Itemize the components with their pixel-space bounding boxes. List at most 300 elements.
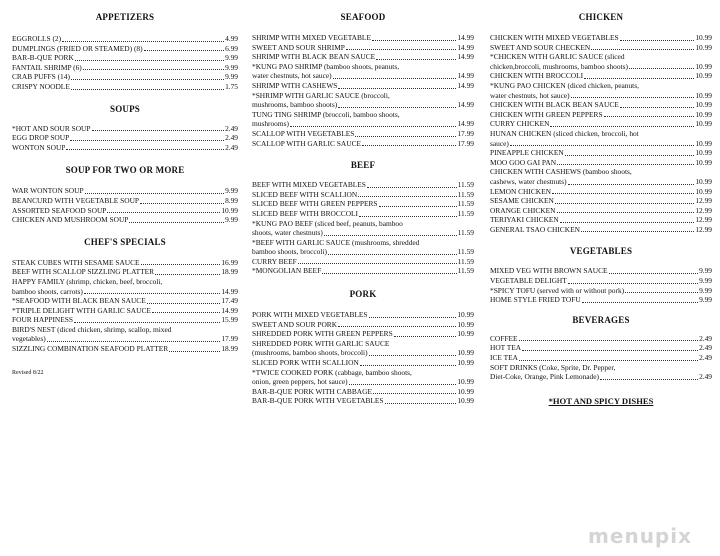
menu-column-middle (252, 12, 474, 406)
menu-item-name: *SPICY TOFU (served with or without pork) (490, 285, 625, 295)
menu-item-name: *SEAFOOD WITH BLACK BEAN SAUCE (12, 296, 146, 306)
menu-item-price: 12.99 (695, 215, 712, 225)
menu-item-name: WAR WONTON SOUP (12, 186, 84, 196)
menu-item-name: SLICED BEEF WITH BROCCOLI (252, 208, 359, 218)
vegetables-list (490, 266, 712, 304)
beverages-list (490, 334, 712, 382)
menu-item-price: 2.49 (699, 372, 712, 382)
vegetables-title: VEGETABLES (569, 246, 633, 257)
menu-item-name: BAR-B-QUE PORK WITH CABBAGE (252, 386, 372, 396)
menu-item-price: 14.99 (457, 52, 474, 62)
menu-item-price: 10.99 (695, 42, 712, 52)
menu-item (12, 133, 238, 143)
menu-item (490, 363, 712, 382)
menu-item-price: 12.99 (695, 205, 712, 215)
menu-item-price: 14.99 (457, 80, 474, 90)
menu-item-name: CURRY CHICKEN (490, 119, 550, 129)
menu-item (252, 358, 474, 368)
menu-item (252, 310, 474, 320)
menu-item-name: MIXED VEG WITH BROWN SAUCE (490, 266, 608, 276)
menu-item-price: 9.99 (225, 72, 238, 82)
dot-leader (71, 89, 224, 90)
menu-item-name: SWEET AND SOUR SHRIMP (252, 42, 345, 52)
soups-section (12, 104, 238, 153)
dot-leader (609, 273, 699, 274)
menu-item-name: SHRIMP WITH BLACK BEAN SAUCE (252, 52, 376, 62)
menu-item-price: 2.49 (225, 142, 238, 152)
dot-leader (85, 193, 224, 194)
dot-leader (394, 336, 457, 337)
menu-item-name-line: *KUNG PAO BEEF (sliced beef, peanuts, bamboo (252, 218, 403, 228)
dot-leader (591, 49, 694, 50)
menu-item-price: 18.99 (221, 267, 238, 277)
menu-item-price: 2.49 (699, 333, 712, 343)
menu-item (490, 43, 712, 53)
menu-item-name-line: HAPPY FAMILY (shrimp, chicken, beef, broccoli, (12, 276, 163, 286)
menu-item-price: 2.49 (225, 123, 238, 133)
menu-item (252, 320, 474, 330)
menu-item-name-line: water chestnuts, hot sauce) (490, 90, 570, 100)
dot-leader (372, 40, 456, 41)
menu-item-price: 9.99 (225, 215, 238, 225)
menu-item-name: TERIYAKI CHICKEN (490, 215, 559, 225)
dot-leader (600, 379, 698, 380)
beef-list (252, 180, 474, 276)
menu-item-price: 11.59 (457, 228, 474, 238)
menu-item (12, 53, 238, 63)
menu-item (252, 180, 474, 190)
menu-item-name-line: CHICKEN WITH CASHEWS (bamboo shoots, (490, 167, 632, 177)
menu-item-name: SWEET AND SOUR PORK (252, 319, 338, 329)
dot-leader (290, 126, 456, 127)
menu-item-price: 10.99 (695, 71, 712, 81)
dot-leader (369, 317, 457, 318)
menu-item-price: 9.99 (225, 53, 238, 63)
menu-item-name: BEEF WITH MIXED VEGETABLES (252, 180, 366, 190)
dot-leader (620, 107, 695, 108)
dot-leader (324, 235, 457, 236)
dot-leader (373, 393, 456, 394)
menu-item (490, 334, 712, 344)
menu-item-name: CHICKEN WITH MIXED VEGETABLES (490, 33, 619, 42)
dot-leader (552, 193, 694, 194)
dot-leader (338, 326, 456, 327)
menu-item-name: CHICKEN WITH BROCCOLI (490, 71, 584, 81)
seafood-title: SEAFOOD (340, 12, 386, 22)
dot-leader (66, 149, 224, 150)
dot-leader (568, 283, 698, 284)
menu-item (252, 33, 474, 43)
appetizers-list (12, 34, 238, 92)
menu-item-name-line: HUNAN CHICKEN (sliced chicken, broccoli, hot (490, 128, 639, 138)
dot-leader (582, 302, 698, 303)
menu-item (12, 82, 238, 92)
menu-item (252, 329, 474, 339)
menu-column-left (12, 12, 238, 376)
menu-item (252, 266, 474, 276)
dot-leader (107, 212, 220, 213)
dot-leader (71, 79, 224, 80)
menu-item-price: 14.99 (221, 305, 238, 315)
menu-item-price: 10.99 (457, 386, 474, 396)
menu-item-name-line: shoots, water chestnuts) (252, 228, 323, 238)
menu-item-name: GENERAL TSAO CHICKEN (490, 224, 580, 234)
menu-item-name: PINEAPPLE CHICKEN (490, 148, 564, 158)
menu-item-name-line: BIRD'S NEST (diced chicken, shrimp, scallop, mixed (12, 324, 172, 334)
menu-item-name-line: *KUNG PAO SHRIMP (bamboo shoots, peanuts, (252, 61, 400, 71)
menu-item-name: HOME STYLE FRIED TOFU (490, 295, 581, 305)
menu-item-name: BEEF WITH SCALLOP SIZZLING PLATTER (12, 267, 155, 277)
menu-item-price: 10.99 (457, 396, 474, 406)
chicken-section (490, 12, 712, 234)
menu-item-name: SIZZLING COMBINATION SEAFOOD PLATTER (12, 344, 169, 354)
dot-leader (70, 140, 224, 141)
menu-item (490, 196, 712, 206)
menu-item-price: 2.49 (699, 343, 712, 353)
menu-item (252, 190, 474, 200)
dot-leader (62, 41, 224, 42)
menu-item-name-line: Diet-Coke, Orange, Pink Lemonade) (490, 372, 599, 382)
dot-leader (84, 293, 221, 294)
menu-item-name: MOO GOO GAI PAN (490, 157, 557, 167)
menu-item (252, 257, 474, 267)
menu-item-price: 10.99 (695, 148, 712, 158)
menu-item-price: 16.99 (221, 257, 238, 267)
menu-item (252, 396, 474, 406)
dot-leader (522, 350, 698, 351)
menu-item-price: 10.99 (695, 109, 712, 119)
dot-leader (367, 187, 457, 188)
dot-leader (568, 184, 695, 185)
menu-item-name-line: TUNG TING SHRIMP (broccoli, bamboo shoots, (252, 109, 400, 119)
menu-item-name: *MONGOLIAN BEEF (252, 266, 322, 276)
menu-item-name-line: *KUNG PAO CHICKEN (diced chicken, peanuts, (490, 80, 639, 90)
menu-item-name: FOUR HAPPINESS (12, 315, 73, 325)
menu-item-price: 10.99 (457, 329, 474, 339)
menu-item (252, 110, 474, 129)
menu-item-name: BEANCURD WITH VEGETABLE SOUP (12, 195, 140, 205)
menu-item-name-line: chicken,broccoli, mushrooms, bamboo shoots) (490, 61, 628, 71)
dot-leader (74, 322, 220, 323)
chicken-list (490, 33, 712, 234)
menu-item-price: 14.99 (457, 119, 474, 129)
menu-item (252, 238, 474, 257)
menu-item-name-line: bamboo shoots, broccoli) (252, 247, 327, 257)
dot-leader (358, 196, 456, 197)
menu-item-name: EGG DROP SOUP (12, 133, 70, 143)
pork-list (252, 310, 474, 406)
menu-item (12, 72, 238, 82)
menu-item-price: 9.99 (699, 285, 712, 295)
menu-item-price: 10.99 (457, 348, 474, 358)
menu-item-price: 11.59 (457, 256, 474, 266)
dot-leader (355, 136, 456, 137)
menu-item-name-line: vegetables) (12, 334, 46, 344)
dot-leader (376, 59, 456, 60)
menu-item-name: STEAK CUBES WITH SESAME SAUCE (12, 257, 140, 267)
menu-item (12, 296, 238, 306)
menu-item (490, 148, 712, 158)
menu-item-price: 10.99 (695, 90, 712, 100)
menu-item-name: *HOT AND SOUR SOUP (12, 123, 91, 133)
menu-item (12, 325, 238, 344)
dot-leader (560, 222, 695, 223)
dot-leader (369, 355, 457, 356)
dot-leader (379, 206, 457, 207)
dot-leader (550, 126, 694, 127)
menu-item-price: 10.99 (695, 100, 712, 110)
seafood-section (252, 12, 474, 148)
menu-item (12, 124, 238, 134)
menu-item-name-line: *CHICKEN WITH GARLIC SAUCE (sliced (490, 52, 625, 62)
menu-item-name-line: onion, green peppers, hot sauce) (252, 377, 348, 387)
menu-item-price: 10.99 (221, 205, 238, 215)
dot-leader (349, 384, 457, 385)
menu-item (490, 167, 712, 186)
chefs-specials-list (12, 258, 238, 354)
menu-item-name: SHRIMP WITH MIXED VEGETABLE (252, 33, 371, 42)
menu-item (12, 306, 238, 316)
menu-item-price: 9.99 (699, 266, 712, 276)
menu-item-name: CURRY BEEF (252, 256, 297, 266)
menu-item-price: 10.99 (457, 358, 474, 368)
menu-item-name: SESAME CHICKEN (490, 196, 554, 206)
dot-leader (620, 40, 695, 41)
pork-section (252, 289, 474, 406)
menu-item-name: SLICED BEEF WITH SCALLION (252, 189, 358, 199)
appetizers-title: APPETIZERS (95, 12, 155, 22)
menu-item (490, 110, 712, 120)
menu-item-name: BAR-B-QUE PORK WITH VEGETABLES (252, 396, 384, 406)
menu-item-name: SLICED PORK WITH SCALLION (252, 358, 359, 368)
menu-item (12, 258, 238, 268)
menu-item-name: BAR-B-QUE PORK (12, 53, 74, 63)
menu-item-name: COFFEE (490, 333, 518, 343)
menu-item (252, 209, 474, 219)
dot-leader (155, 274, 220, 275)
dot-leader (346, 49, 456, 50)
menu-item (252, 52, 474, 62)
pork-title: PORK (349, 289, 377, 300)
menu-item (252, 339, 474, 358)
menu-item-price: 11.59 (457, 266, 474, 276)
dot-leader (629, 68, 694, 69)
menu-item-name: ORANGE CHICKEN (490, 205, 556, 215)
menu-item-price: 14.99 (221, 286, 238, 296)
menu-item-price: 10.99 (695, 186, 712, 196)
hot-and-spicy-note: *HOT AND SPICY DISHES (548, 395, 654, 406)
menu-item-name: ASSORTED SEAFOOD SOUP (12, 205, 107, 215)
menu-item-price: 11.59 (457, 199, 474, 209)
soups-title: SOUPS (109, 103, 140, 114)
menu-item (490, 266, 712, 276)
menu-item-price: 10.99 (695, 119, 712, 129)
menu-item-name: SCALLOP WITH VEGETABLES (252, 128, 355, 138)
menu-item-name-line: SOFT DRINKS (Coke, Sprite, Dr. Pepper, (490, 362, 616, 372)
dot-leader (362, 145, 456, 146)
menu-item-price: 18.99 (221, 344, 238, 354)
dot-leader (129, 222, 224, 223)
menu-item (252, 129, 474, 139)
menu-item-name: FANTAIL SHRIMP (6) (12, 62, 82, 72)
menu-item (490, 187, 712, 197)
menu-item (490, 71, 712, 81)
vegetables-section (490, 246, 712, 304)
menu-item (12, 267, 238, 277)
menu-item-name: SCALLOP WITH GARLIC SAUCE (252, 138, 362, 148)
soup-for-two-list (12, 186, 238, 224)
menu-item-price: 10.99 (695, 33, 712, 42)
menu-item-price: 14.99 (457, 42, 474, 52)
dot-leader (47, 341, 221, 342)
menu-item-name: EGGROLLS (2) (12, 34, 62, 43)
soups-list (12, 124, 238, 153)
menu-item (490, 295, 712, 305)
menu-item (12, 206, 238, 216)
menu-item-price: 10.99 (695, 61, 712, 71)
menu-item (252, 219, 474, 238)
menu-item-price: 9.99 (225, 186, 238, 196)
menu-item-price: 9.99 (699, 276, 712, 286)
menu-item (490, 343, 712, 353)
menu-item-name-line: bamboo shoots, carrots) (12, 286, 83, 296)
beef-section (252, 160, 474, 276)
menu-item (252, 368, 474, 387)
chefs-specials-section (12, 237, 238, 354)
menu-item (12, 44, 238, 54)
dot-leader (144, 50, 224, 51)
menu-item-name-line: *TWICE COOKED PORK (cabbage, bamboo shoots, (252, 367, 412, 377)
menu-item (252, 139, 474, 149)
menu-item (490, 158, 712, 168)
dot-leader (140, 203, 224, 204)
dot-leader (333, 78, 457, 79)
menu-column-right (490, 12, 712, 406)
dot-leader (360, 365, 457, 366)
menu-item (490, 119, 712, 129)
dot-leader (147, 303, 221, 304)
dot-leader (565, 155, 695, 156)
menu-item (252, 91, 474, 110)
menu-item-price: 10.99 (695, 138, 712, 148)
beef-title: BEEF (350, 160, 376, 171)
dot-leader (625, 292, 698, 293)
appetizers-section (12, 12, 238, 92)
chefs-specials-title: CHEF'S SPECIALS (84, 236, 166, 247)
menu-item (490, 353, 712, 363)
dot-leader (581, 231, 694, 232)
menu-item (490, 206, 712, 216)
dot-leader (169, 351, 220, 352)
menu-item-name-line: cashews, water chestnuts) (490, 176, 567, 186)
menu-item (490, 52, 712, 71)
menu-item-price: 10.99 (457, 377, 474, 387)
menu-item-name: CHICKEN WITH GREEN PEPPERS (490, 109, 603, 119)
menu-item-name: WONTON SOUP (12, 142, 66, 152)
menu-item (12, 344, 238, 354)
menu-item (252, 62, 474, 81)
dot-leader (152, 312, 220, 313)
menu-item-name: ICE TEA (490, 353, 518, 363)
dot-leader (385, 403, 457, 404)
menu-item-name-line: *SHRIMP WITH GARLIC SAUCE (broccoli, (252, 90, 390, 100)
menu-item-name-line: *BEEF WITH GARLIC SAUCE (mushrooms, shredded (252, 237, 420, 247)
menu-item (12, 63, 238, 73)
dot-leader (338, 107, 456, 108)
menu-item (12, 34, 238, 44)
menu-item-name-line: mushrooms, bamboo shoots) (252, 100, 338, 110)
menu-item-price: 2.49 (699, 353, 712, 363)
menu-item-name: SHRIMP WITH CASHEWS (252, 80, 338, 90)
menu-item (490, 33, 712, 43)
menu-item-price: 10.99 (695, 157, 712, 167)
menu-item-price: 14.99 (457, 100, 474, 110)
menu-item (490, 100, 712, 110)
menu-item-name: *TRIPLE DELIGHT WITH GARLIC SAUCE (12, 305, 151, 315)
dot-leader (359, 216, 457, 217)
menu-item-price: 17.99 (457, 138, 474, 148)
menu-item-price: 11.59 (457, 208, 474, 218)
dot-leader (92, 130, 225, 131)
dot-leader (338, 88, 456, 89)
menu-item-price: 14.99 (457, 33, 474, 42)
menu-item-price: 10.99 (457, 319, 474, 329)
dot-leader (557, 164, 694, 165)
menu-item-price: 2.49 (225, 133, 238, 143)
menu-item (12, 186, 238, 196)
menu-item (490, 276, 712, 286)
menu-item (252, 199, 474, 209)
dot-leader (75, 60, 224, 61)
dot-leader (555, 203, 695, 204)
menu-item-name-line: SHREDDED PORK WITH GARLIC SAUCE (252, 338, 390, 348)
dot-leader (328, 254, 457, 255)
menu-item-price: 17.49 (221, 296, 238, 306)
menu-item-name: DUMPLINGS (FRIED OR STEAMED) (8) (12, 43, 143, 53)
menu-item (12, 196, 238, 206)
menu-item-price: 11.59 (457, 189, 474, 199)
dot-leader (322, 273, 456, 274)
menu-item (252, 43, 474, 53)
menu-item-name-line: sauce) (490, 138, 509, 148)
menu-item (252, 387, 474, 397)
menu-item-price: 11.59 (457, 180, 474, 190)
menu-item-price: 10.99 (695, 176, 712, 186)
menu-item-name: PORK WITH MIXED VEGETABLES (252, 310, 368, 320)
seafood-list (252, 33, 474, 148)
chicken-title: CHICKEN (578, 12, 624, 22)
revised-note: Revised 8/22 (12, 369, 44, 376)
soup-for-two-title: SOUP FOR TWO OR MORE (65, 165, 185, 176)
menu-item-name: SWEET AND SOUR CHECKEN (490, 42, 591, 52)
menu-item (490, 286, 712, 296)
menu-item-price: 14.99 (457, 71, 474, 81)
menu-item (490, 81, 712, 100)
menu-item-name: LEMON CHICKEN (490, 186, 551, 196)
dot-leader (141, 264, 221, 265)
dot-leader (83, 69, 224, 70)
menu-item-name: CHICKEN WITH BLACK BEAN SAUCE (490, 100, 619, 110)
menu-item-price: 8.99 (225, 195, 238, 205)
dot-leader (510, 145, 694, 146)
dot-leader (571, 97, 695, 98)
menu-item-name: SHREDDED PORK WITH GREEN PEPPERS (252, 329, 393, 339)
menu-item-name-line: (mushrooms, bamboo shoots, broccoli) (252, 348, 368, 358)
dot-leader (298, 263, 457, 264)
menu-item (12, 315, 238, 325)
menu-item (12, 277, 238, 296)
dot-leader (584, 78, 694, 79)
